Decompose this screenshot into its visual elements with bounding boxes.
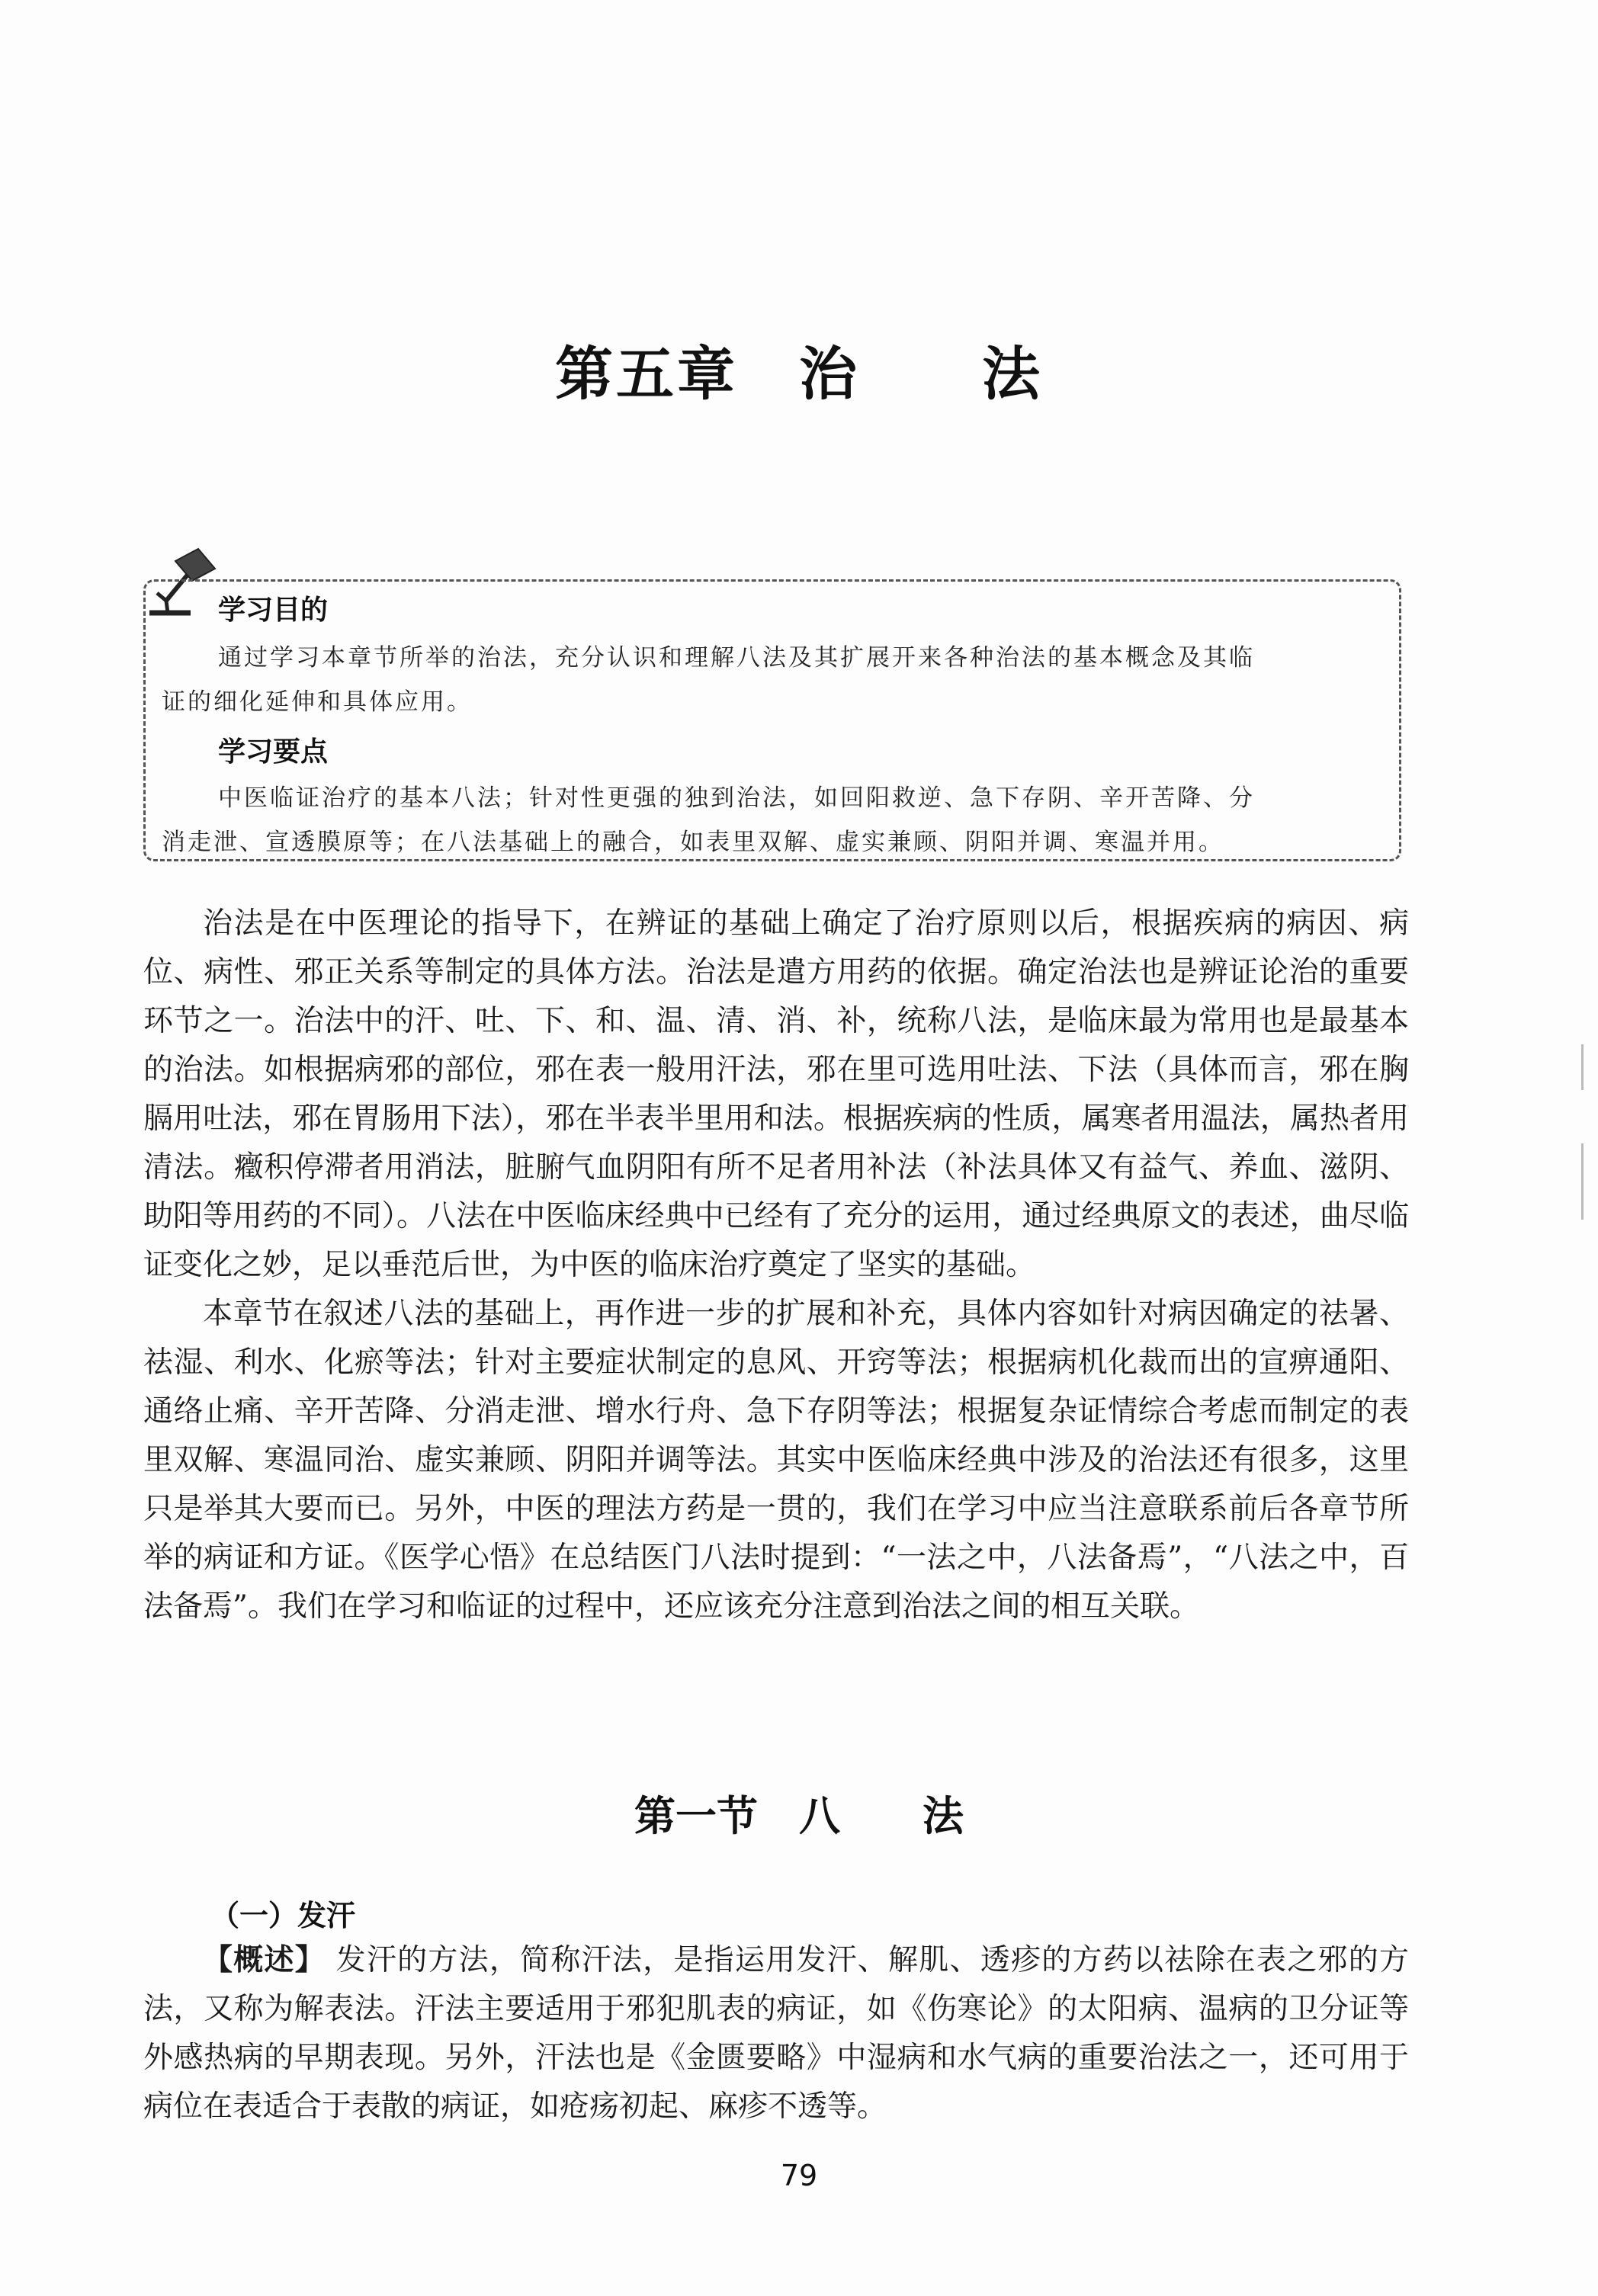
chapter-title: 第五章 治 法: [555, 340, 1043, 408]
scan-edge-mark: [1581, 1044, 1584, 1090]
key-points-text-line2: 消走泄、宣透膜原等；在八法基础上的融合，如表里双解、虚实兼顾、阴阳并调、寒温并用。: [162, 829, 1224, 856]
subsection-title: （一）发汗: [210, 1899, 356, 1932]
overview-paragraph: [143, 1936, 1409, 2131]
key-points-heading: 学习要点: [218, 736, 329, 768]
overview-tag: 【概述】: [203, 1943, 326, 1977]
objectives-text-line2: 证的细化延伸和具体应用。: [162, 688, 473, 716]
body-paragraph-1: 治法是在中医理论的指导下，在辨证的基础上确定了治疗原则以后，根据疾病的病因、病位、病性、邪正关系等制定的具体方法。治法是遣方用药的依据。确定治法也是辨证论治的重要环节之一。治法中的汗、吐、下、和、温、清、消、补，统称八法，是临床最为常用也是最基本的治法。如根据病邪的部位，邪在表一般用汗法，邪在里可选用吐法、下法（具体而言，邪在胸膈用吐法，邪在胃肠用下法），邪在半表半里用和法。根据疾病的性质，属寒者用温法，属热者用清法。癥积停滞者用消法，脏腑气血阴阳有所不足者用补法（补法具体又有益气、养血、滋阴、助阳等用药的不同）。八法在中医临床经典中已经有了充分的运用，通过经典原文的表述，曲尽临证变化之妙，足以垂范后世，为中医的临床治疗奠定了坚实的基础。: [143, 906, 1409, 1282]
section-title: 第一节 八 法: [634, 1792, 964, 1840]
key-points-text-line1: 中医临证治疗的基本八法；针对性更强的独到治法，如回阳救逆、急下存阴、辛开苦降、分: [218, 784, 1255, 812]
body-text: [143, 899, 1409, 1631]
scan-edge-mark: [1581, 1174, 1584, 1220]
objectives-text-line1: 通过学习本章节所举的治法，充分认识和理解八法及其扩展开来各种治法的基本概念及其临: [218, 644, 1255, 672]
page-number: 79: [780, 2159, 818, 2192]
scan-edge-mark: [1581, 1143, 1584, 1174]
objectives-heading: 学习目的: [218, 595, 329, 626]
body-paragraph-2: 本章节在叙述八法的基础上，再作进一步的扩展和补充，具体内容如针对病因确定的祛暑、祛湿、利水、化瘀等法；针对主要症状制定的息风、开窍等法；根据病机化裁而出的宣痹通阳、通络止痛、辛开苦降、分消走泄、增水行舟、急下存阴等法；根据复杂证情综合考虑而制定的表里双解、寒温同治、虚实兼顾、阴阳并调等法。其实中医临床经典中涉及的治法还有很多，这里只是举其大要而已。另外，中医的理法方药是一贯的，我们在学习中应当注意联系前后各章节所举的病证和方证。《医学心悟》在总结医门八法时提到：“一法之中，八法备焉”，“八法之中，百法备焉”。我们在学习和临证的过程中，还应该充分注意到治法之间的相互关联。: [143, 1297, 1409, 1624]
overview-text: 发汗的方法，简称汗法，是指运用发汗、解肌、透疹的方药以祛除在表之邪的方法，又称为解表法。汗法主要适用于邪犯肌表的病证，如《伤寒论》的太阳病、温病的卫分证等外感热病的早期表现。另外，汗法也是《金匮要略》中湿病和水气病的重要治法之一，还可用于病位在表适合于表散的病证，如疮疡初起、麻疹不透等。: [143, 1943, 1409, 2124]
